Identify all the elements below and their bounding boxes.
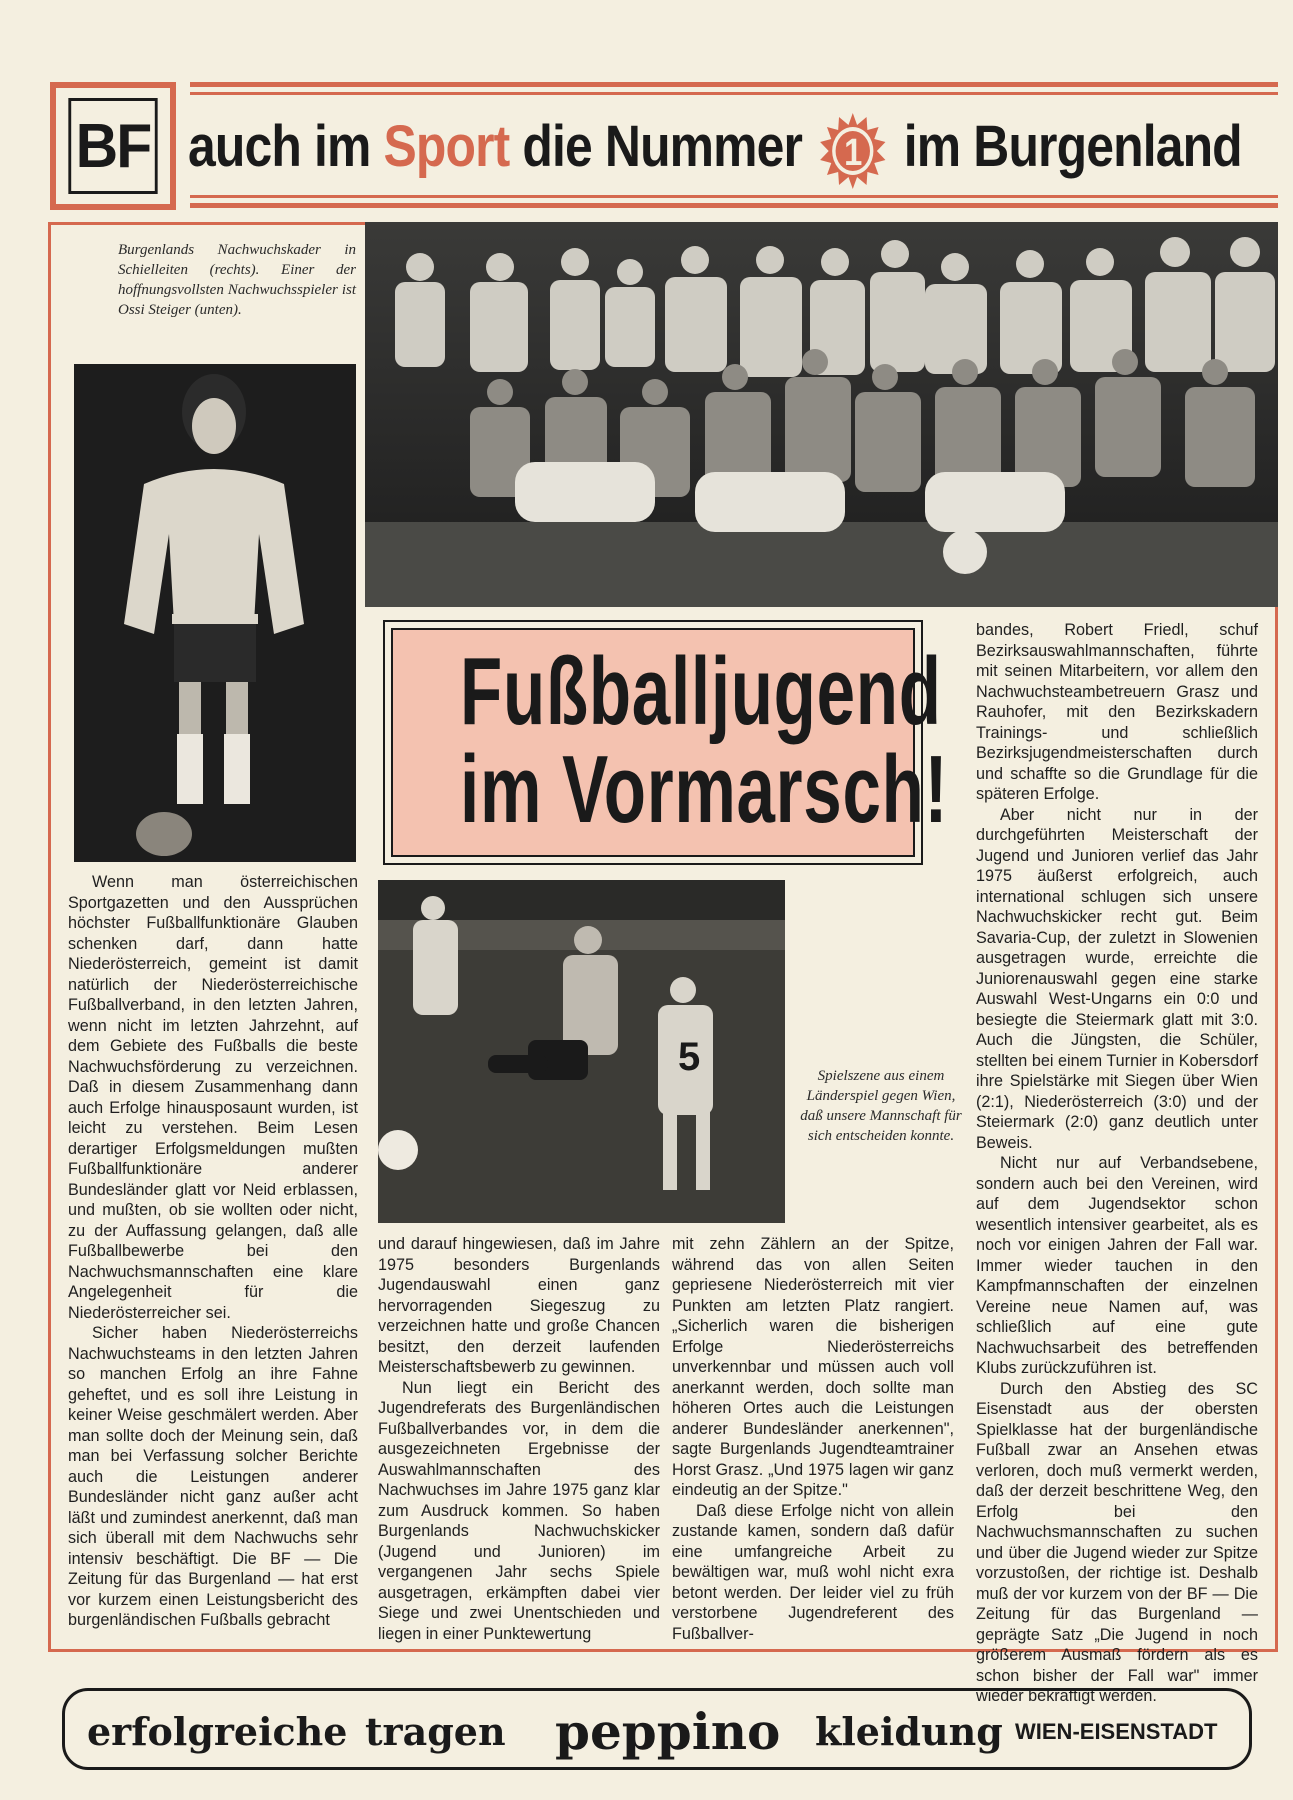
ad-word-tragen: tragen xyxy=(365,1709,506,1754)
player-photo-image xyxy=(74,364,356,862)
article-title-line1: Fußballjugend xyxy=(460,638,942,745)
headline-part1: auch im xyxy=(188,114,371,179)
article-title-box xyxy=(383,620,949,865)
column2-paragraph1: und darauf hingewiesen, daß im Jahre 1975 besonders Burgenlands Jugendauswahl einen ganz hervorragenden Siegeszug zu verzeichnen hatte und große Chancen besitzt, den derzeit laufenden Meisterschaftsbewerb zu gewinnen. xyxy=(378,1235,660,1376)
bf-logo-box xyxy=(50,82,176,210)
jersey-number: 5 xyxy=(678,1035,701,1079)
column2-paragraph2: Nun liegt ein Bericht des Jugendreferats des Burgenländischen Fußballverbandes vor, in dem die ausgezeichneten Ergebnisse der Auswahlmannschaften des Nachwuchses im Jahre 1975 ganz klar zum Ausdruck kommen. So haben Burgenlands Nachwuchskicker (Jugend und Junioren) im vergangenen Jahr sechs Spiele ausgetragen, erkämpften dabei vier Siege und zwei Unentschieden und liegen in einer Punktewertung xyxy=(378,1378,660,1643)
team-photo xyxy=(365,222,1278,607)
column4-paragraph1: bandes, Robert Friedl, schuf Bezirksauswahlmannschaften, führte mit seinen Mitarbeitern, vor allem den Nachwuchsteambetreuern Grasz und Rauhofer, mit den Bezirkskadern Trainings- und schließlich Bezirksjugendmeisterschaften durch und schaffte so die Grundlage für die späteren Erfolge. xyxy=(976,621,1258,803)
article-column-3 xyxy=(672,1234,954,1644)
header-rule-bottom-2 xyxy=(190,203,1278,208)
header-rule-top-1 xyxy=(190,82,1278,87)
ad-location: WIEN-EISENSTADT xyxy=(1015,1719,1218,1744)
article-column-1 xyxy=(68,872,358,1631)
headline-part3: im Burgenland xyxy=(903,114,1242,179)
bf-logo: BF xyxy=(68,98,157,194)
ad-word-kleidung: kleidung xyxy=(815,1709,1003,1754)
match-photo-caption: Spielszene aus einem Länderspiel gegen Wien, daß unsere Mannschaft für sich entscheiden konnte. xyxy=(800,1068,962,1144)
match-photo-image xyxy=(378,880,785,1223)
team-photo-image xyxy=(365,222,1278,607)
peppino-advertisement xyxy=(62,1688,1252,1770)
header-rule-bottom-1 xyxy=(190,195,1278,198)
ad-word-erfolgreiche: erfolgreiche xyxy=(87,1709,348,1754)
column1-paragraph1: Wenn man österreichischen Sportgazetten und den Aussprüchen höchster Fußballfunktionäre Glauben schenken darf, dann hatte Niederösterreich, gemeint ist damit natürlich der Niederösterreichische Fußballverband, in den letzten Jahren, wenn nicht im letzten Jahrzehnt, auf dem Gebiete des Fußballs die beste Nachwuchsförderung zu verzeichnen. Daß in diesem Zusammenhang dann auch Erfolge hinausposaunt wurden, ist leicht zu verstehen. Beim Lesen derartiger Erfolgsmeldungen mußten Fußballfunktionäre anderer Bundesländer glatt vor Neid erblassen, und mußten, ob sie wollten oder nicht, zu der Auffassung gelangen, daß alle Fußballbewerbe bei den Nachwuchsmannschaften eine klare Angelegenheit für die Niederösterreicher sei. xyxy=(68,873,358,1322)
column3-paragraph2: Daß diese Erfolge nicht von allein zustande kamen, sondern daß dafür eine umfangreiche Arbeit zu bewältigen war, muß wohl nicht exra betont werden. Der leider viel zu früh verstorbene Jugendreferent des Fußballver- xyxy=(672,1501,954,1643)
column4-paragraph2: Aber nicht nur in der durchgeführten Meisterschaft der Jugend und Junioren verlief das Jahr 1975 äußerst erfolgreich, auch international schlugen sich unsere Nachwuchskicker recht gut. Beim Savaria-Cup, der zuletzt in Slowenien ausgetragen wurde, erreichte die Juniorenauswahl gegen eine starke Auswahl West-Ungarns ein 0:0 und besiegte die Steiermark glatt mit 3:0. Auch die Jüngsten, die Schüler, stellten bei einem Turnier in Kobersdorf ihre Spielstärke mit Siegen über Wien (2:1), Niederösterreich (3:0) und der Steiermark (2:0) ganz deutlich unter Beweis. xyxy=(976,805,1258,1152)
column4-paragraph4: Durch den Abstieg des SC Eisenstadt aus der obersten Spielklasse hat der burgenländische Fußball zwar an Ansehen etwas verloren, doch muß vermerkt werden, daß der derzeit beschrittene Weg, den Erfolg bei den Nachwuchsmannschaften zu suchen und über die Jugend wieder zur Spitze vorzustoßen, der richtige ist. Deshalb muß der vor kurzem von der BF — Die Zeitung für das Burgenland — geprägte Satz „Die Jugend in noch größerem Ausmaß fördern als es schon bisher der Fall war" immer wieder bekräftigt werden. xyxy=(976,1379,1258,1705)
headline-part2: die Nummer xyxy=(522,114,803,179)
article-title-line2: im Vormarsch! xyxy=(460,736,949,843)
article-column-2 xyxy=(378,1234,660,1644)
column1-paragraph2: Sicher haben Niederösterreichs Nachwuchsteams in den letzten Jahren so manchen Erfolg an ihre Fahne geheftet, und es soll ihre Leistung in keiner Weise geschmälert werden. Aber man sollte doch der Meinung sein, daß man bei Verfassung solcher Berichte auch die Leistungen anderer Bundesländer nicht ganz außer acht läßt und zumindest anerkennt, daß man sich überall mit dem Nachwuchs sehr intensiv beschäftigt. Die BF — Die Zeitung für das Burgenland — hat erst vor kurzem einen Leistungsbericht des burgenländischen Fußballs gebracht xyxy=(68,1324,358,1629)
article-column-4 xyxy=(976,620,1258,1707)
number-one-badge-icon xyxy=(819,111,888,191)
ad-brand-peppino: peppino xyxy=(555,1702,781,1761)
column4-paragraph3: Nicht nur auf Verbandsebene, sondern auch bei den Vereinen, wird auf dem Jugendsektor schon wesentlich intensiver gearbeitet, als es noch vor einigen Jahren der Fall war. Immer wieder tauchen in den Kampfmannschaften der einzelnen Vereine neue Namen auf, was schließlich auf eine gute Nachwuchsarbeit des betreffenden Klubs zurückzuführen ist. xyxy=(976,1154,1258,1377)
page-headline xyxy=(188,102,1242,192)
badge-number: 1 xyxy=(844,130,862,174)
column3-paragraph1: mit zehn Zählern an der Spitze, während das von allen Seiten gepriesene Niederösterreich mit vier Punkten am letzten Platz rangiert. „Sicherlich waren die bisherigen Erfolge Niederösterreichs unverkennbar und müssen auch voll anerkannt werden, doch sollte man höheren Ortes auch die Leistungen anderer Bundesländer anerkennen", sagte Burgenlands Jugendteamtrainer Horst Grasz. „Und 1975 lagen wir ganz eindeutig an der Spitze." xyxy=(672,1235,954,1499)
player-photo xyxy=(74,364,356,862)
match-photo xyxy=(378,880,785,1223)
team-photo-caption: Burgenlands Nachwuchskader in Schielleiten (rechts). Einer der hoffnungsvollsten Nachwuchsspieler ist Ossi Steiger (unten). xyxy=(118,242,356,318)
header-rule-top-2 xyxy=(190,92,1278,95)
headline-sport: Sport xyxy=(383,114,510,179)
